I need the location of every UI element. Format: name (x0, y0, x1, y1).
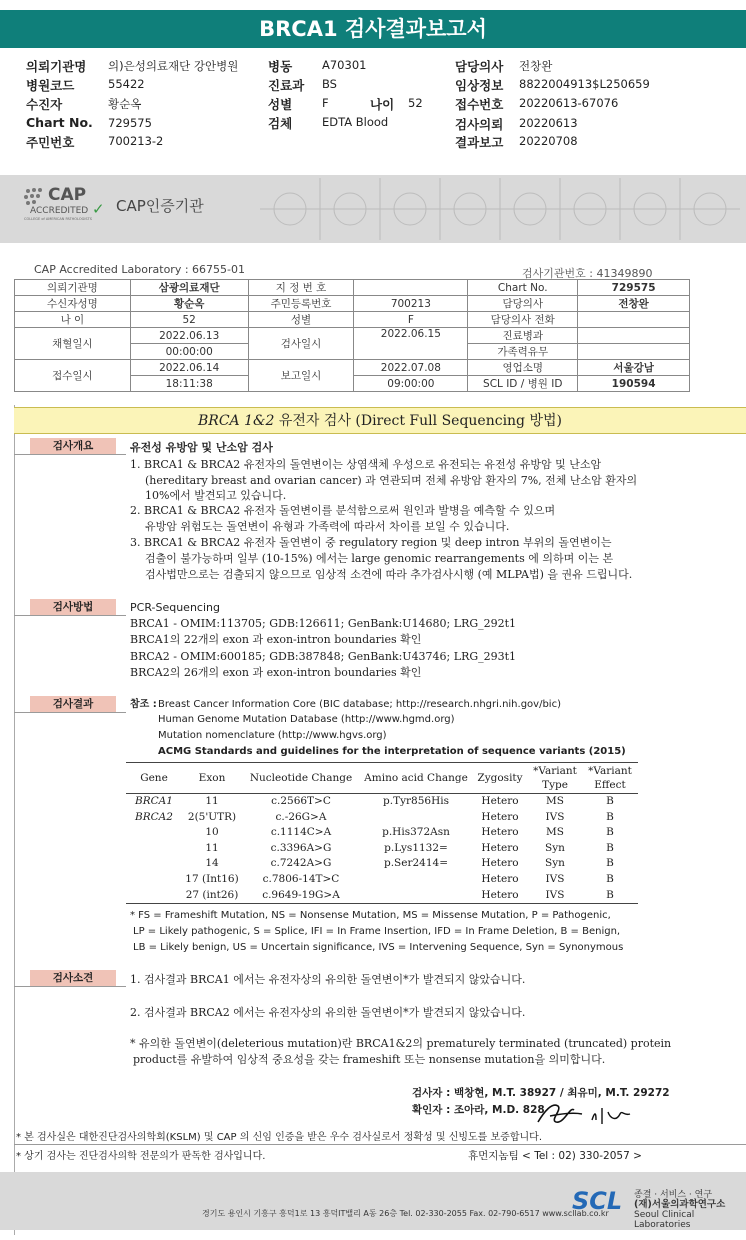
cell-key: 성별 (248, 312, 354, 328)
column-header: Exon (182, 763, 242, 794)
cap-lab-number: CAP Accredited Laboratory : 66755-01 (34, 263, 245, 276)
variant-cell: 2(5'UTR) (187, 810, 237, 823)
method-line: PCR-Sequencing (130, 601, 220, 614)
cell-key: 진료병과 (468, 328, 578, 344)
variant-cell (360, 872, 472, 888)
variant-cell: c.-26G>A (275, 810, 327, 823)
variant-row (126, 888, 638, 904)
variant-cell: B (606, 857, 614, 870)
cell-value: 2022.06.13 (130, 328, 248, 344)
variant-cell (126, 856, 182, 872)
label-request-date: 검사의뢰 (455, 117, 504, 132)
cell-value: 18:11:38 (130, 376, 248, 392)
abbreviation-note: * FS = Frameshift Mutation, NS = Nonsense Mutation, MS = Missense Mutation, P = Pathogenic, (130, 910, 611, 921)
institution-number: 검사기관번호 : 41349890 (522, 267, 653, 280)
variant-cell: B (606, 795, 614, 807)
value-hospital-code: 55422 (108, 77, 145, 91)
decorative-pattern (260, 178, 740, 240)
variant-cell: 27 (int26) (182, 888, 242, 904)
variant-row (126, 825, 638, 841)
variant-row (126, 856, 638, 872)
cell-key: 의뢰기관명 (15, 280, 131, 296)
variant-cell: c.9649-19G>A (242, 888, 360, 904)
variant-cell: MS (546, 795, 564, 807)
variant-cell (126, 841, 182, 857)
opinion-line: * 유의한 돌연변이(deleterious mutation)란 BRCA1&2의 prematurely terminated (truncated) protein (130, 1037, 672, 1050)
scl-korean-name: (재)서울의과학연구소 (634, 1199, 726, 1210)
patient-info-table (14, 279, 690, 392)
variant-cell: p.Tyr856His (383, 795, 449, 807)
label-doctor: 담당의사 (455, 59, 504, 74)
value-sex: F (322, 96, 329, 110)
cell-key: 담당의사 (468, 296, 578, 312)
variant-row (126, 794, 638, 810)
variant-cell (126, 872, 182, 888)
section-tag-result: 검사결과 (30, 696, 116, 712)
variant-cell: c.2566T>C (271, 795, 331, 807)
cell-value (354, 280, 468, 296)
label-patient: 수진자 (26, 97, 63, 112)
section-tag-opinion: 검사소견 (30, 970, 116, 986)
cell-value (578, 328, 690, 344)
reference-line: Breast Cancer Information Core (BIC database; http://research.nhgri.nih.gov/bic) (158, 699, 561, 710)
cell-value: 700213 (354, 296, 468, 312)
cell-key: 수신자성명 (15, 296, 131, 312)
label-department: 진료과 (268, 78, 305, 93)
report-title: BRCA1 검사결과보고서 (0, 10, 746, 48)
variant-cell (126, 825, 182, 841)
certification-note: * 본 검사실은 대한진단검사의학회(KSLM) 및 CAP 의 신임 인증을 받은 우수 검사실로서 정확성 및 신빙도를 보증합니다. (16, 1132, 542, 1143)
cell-key: 영업소명 (468, 360, 578, 376)
overview-line: 2. BRCA1 & BRCA2 유전자 돌연변이를 분석함으로써 원인과 발병을 예측할 수 있으며 (130, 504, 556, 517)
cell-key: 주민등록번호 (248, 296, 354, 312)
value-patient: 황순옥 (108, 97, 142, 111)
variant-cell: Hetero (481, 857, 519, 870)
cell-key: Chart No. (468, 280, 578, 296)
cell-value: 00:00:00 (130, 344, 248, 360)
variant-cell (126, 888, 182, 904)
cell-value: 전창완 (578, 296, 690, 312)
section-rule (14, 454, 126, 455)
overview-line: 3. BRCA1 & BRCA2 유전자 돌연변이 중 regulatory region 및 deep intron 부위의 돌연변이는 (130, 536, 612, 549)
variant-cell: 11 (205, 795, 219, 807)
value-receipt-number: 20220613-67076 (519, 96, 619, 110)
opinion-line: product를 유발하여 임상적 중요성을 갖는 frameshift 또는 nonsense mutation을 의미합니다. (133, 1053, 606, 1066)
cell-key: 검사일시 (248, 328, 354, 360)
variant-cell: c.7242A>G (270, 857, 332, 870)
method-line: BRCA2의 26개의 exon 과 exon-intron boundaries 확인 (130, 666, 422, 679)
value-clinical-info: 8822004913$L250659 (519, 77, 650, 91)
cell-value (578, 312, 690, 328)
scl-logo: SCL (572, 1187, 623, 1215)
footer-address: 경기도 용인시 기흥구 흥덕1로 13 흥덕IT밸리 A동 26층 Tel. 02-330-2055 Fax. 02-790-6517 www.scllab.co.kr (202, 1209, 609, 1218)
label-chart-no: Chart No. (26, 115, 93, 130)
label-receipt-number: 접수번호 (455, 97, 504, 112)
variant-row (126, 841, 638, 857)
abbreviation-note: LB = Likely benign, US = Uncertain significance, IVS = Intervening Sequence, Syn = Synonymous (133, 942, 624, 953)
variant-cell: c.7806-14T>C (262, 872, 340, 885)
value-department: BS (322, 77, 337, 91)
opinion-line: 1. 검사결과 BRCA1 에서는 유전자상의 유의한 돌연변이*가 발견되지 않았습니다. (130, 973, 526, 986)
contact-line: 휴먼지놈팀 < Tel : 02) 330-2057 > (468, 1150, 642, 1162)
value-age: 52 (408, 96, 423, 110)
overview-line: 10%에서 발견되고 있습니다. (145, 489, 287, 502)
cell-value: 729575 (578, 280, 690, 296)
cell-value: 2022.07.08 (354, 360, 468, 376)
variant-cell: p.Lys1132= (384, 841, 448, 854)
variant-cell: IVS (528, 888, 582, 904)
cell-key: 나 이 (15, 312, 131, 328)
column-header: Amino acid Change (360, 763, 472, 794)
variant-cell: IVS (545, 810, 565, 823)
section-tag-method: 검사방법 (30, 599, 116, 615)
opinion-line: 2. 검사결과 BRCA2 에서는 유전자상의 유의한 돌연변이*가 발견되지 않았습니다. (130, 1006, 526, 1019)
value-report-date: 20220708 (519, 134, 578, 148)
value-request-date: 20220613 (519, 116, 578, 130)
variant-cell: B (606, 826, 614, 839)
cell-value: 황순옥 (130, 296, 248, 312)
section-rule (14, 986, 126, 987)
cell-value: 190594 (578, 376, 690, 392)
overview-line: (hereditary breast and ovarian cancer) 과 연관되며 전체 유방암 환자의 7%, 전체 난소암 환자의 (145, 474, 638, 487)
variant-cell: B (582, 888, 638, 904)
column-header: Nucleotide Change (242, 763, 360, 794)
column-header: Gene (126, 763, 182, 794)
cell-key: SCL ID / 병원 ID (468, 376, 578, 392)
overview-line: 1. BRCA1 & BRCA2 유전자의 돌연변이는 상염색체 우성으로 유전되는 유전성 유방암 및 난소암 (130, 458, 602, 471)
variant-cell: Hetero (481, 826, 519, 839)
cap-logo-sub: ACCREDITED (30, 206, 89, 216)
scl-name-block (634, 1190, 746, 1230)
label-resident-no: 주민번호 (26, 135, 75, 150)
reference-line: Human Genome Mutation Database (http://www.hgmd.org) (158, 714, 455, 725)
variant-cell: BRCA2 (135, 810, 173, 823)
cap-certified-label: CAP인증기관 (116, 197, 204, 215)
variant-cell: Hetero (472, 888, 528, 904)
variant-cell: 14 (205, 857, 219, 870)
variant-cell: Hetero (481, 872, 519, 885)
label-sex: 성별 (268, 97, 293, 112)
variant-row (126, 872, 638, 888)
label-ward: 병동 (268, 59, 293, 74)
variant-cell: p.His372Asn (382, 826, 450, 839)
value-chart-no: 729575 (108, 116, 152, 130)
label-age: 나이 (370, 97, 395, 112)
cell-value: 2022.06.15 (354, 328, 468, 360)
reference-line: Mutation nomenclature (http://www.hgvs.org) (158, 730, 387, 741)
column-header: *Variant Type (528, 763, 582, 794)
scl-tagline: 종결 · 서비스 · 연구 (634, 1190, 713, 1200)
variant-row (126, 810, 638, 826)
test-title (14, 407, 746, 434)
method-line: BRCA2 - OMIM:600185; GDB:387848; GenBank:U43746; LRG_293t1 (130, 650, 517, 663)
footer-rule (14, 1144, 746, 1145)
value-ward: A70301 (322, 58, 367, 72)
section-rule (14, 712, 126, 713)
variant-cell: c.3396A>G (270, 841, 332, 854)
overview-heading: 유전성 유방암 및 난소암 검사 (130, 441, 273, 454)
label-report-date: 결과보고 (455, 135, 504, 150)
cell-key: 지 정 번 호 (248, 280, 354, 296)
cell-key: 채혈일시 (15, 328, 131, 360)
cell-value: 서울강남 (578, 360, 690, 376)
cell-key: 가족력유무 (468, 344, 578, 360)
overview-line: 검출이 불가능하며 일부 (10-15%) 에서는 large genomic rearrangements 에 의하며 이는 본 (145, 552, 614, 565)
variant-cell: Hetero (481, 795, 519, 807)
variant-table (126, 762, 638, 904)
cap-logo-tiny: COLLEGE of AMERICAN PATHOLOGISTS (24, 217, 92, 221)
variant-cell (360, 810, 472, 826)
cell-key: 담당의사 전화 (468, 312, 578, 328)
cell-value (578, 344, 690, 360)
test-title-rest: 유전자 검사 (Direct Full Sequencing 방법) (274, 413, 562, 429)
value-specimen: EDTA Blood (322, 115, 389, 129)
cell-key: 보고일시 (248, 360, 354, 392)
abbreviation-note: LP = Likely pathogenic, S = Splice, IFI = In Frame Insertion, IFD = In Frame Deletion, B = Benign, (133, 926, 621, 937)
cap-logo (22, 185, 112, 223)
variant-cell: 11 (205, 841, 219, 854)
label-specimen: 검체 (268, 116, 293, 131)
variant-cell: Hetero (481, 841, 519, 854)
label-hospital-code: 병원코드 (26, 78, 75, 93)
cell-key: 접수일시 (15, 360, 131, 392)
overview-line: 검사법만으로는 검출되지 않으므로 임상적 소견에 따라 추가검사시행 (예 MLPA법) 을 권유 드립니다. (145, 568, 633, 581)
examiner-line: 검사자 : 백창현, M.T. 38927 / 최유미, M.T. 29272 (412, 1087, 670, 1099)
reading-note: * 상기 검사는 진단검사의학 전문의가 판독한 검사입니다. (16, 1151, 266, 1162)
variant-cell (360, 888, 472, 904)
cell-value: F (354, 312, 468, 328)
variant-cell: c.1114C>A (270, 826, 332, 839)
overview-line: 유방암 위험도는 돌연변이 유형과 가족력에 따라서 차이를 보일 수 있습니다. (145, 520, 510, 533)
check-icon: ✓ (92, 200, 105, 218)
cell-value: 2022.06.14 (130, 360, 248, 376)
section-rule (14, 615, 126, 616)
cap-logo-text: CAP (48, 185, 87, 205)
reference-label: 참조 : (130, 699, 157, 710)
variant-cell: Syn (545, 841, 565, 854)
variant-cell: IVS (545, 872, 565, 885)
variant-cell: Syn (545, 857, 565, 870)
variant-cell: 10 (205, 826, 219, 839)
variant-cell: B (606, 841, 614, 854)
column-header: *Variant Effect (582, 763, 638, 794)
variant-cell: 17 (Int16) (185, 872, 239, 885)
label-requesting-institution: 의뢰기관명 (26, 59, 87, 74)
label-clinical-info: 임상정보 (455, 78, 504, 93)
value-resident-no: 700213-2 (108, 134, 164, 148)
variant-cell: Hetero (481, 810, 519, 823)
method-line: BRCA1 - OMIM:113705; GDB:126611; GenBank:U14680; LRG_292t1 (130, 617, 517, 630)
confirmer-line: 확인자 : 조아라, M.D. 828 (412, 1104, 545, 1116)
signature-image (530, 1092, 640, 1132)
value-requesting-institution: 의)은성의료재단 강안병원 (108, 59, 239, 73)
section-tag-overview: 검사개요 (30, 438, 116, 454)
test-title-genes: BRCA 1&2 (198, 413, 275, 429)
value-doctor: 전창완 (519, 59, 553, 73)
method-line: BRCA1의 22개의 exon 과 exon-intron boundaries 확인 (130, 633, 422, 646)
cell-value: 52 (130, 312, 248, 328)
scl-english-name: Seoul Clinical Laboratories (634, 1210, 695, 1230)
variant-cell: B (606, 810, 614, 823)
variant-cell: B (606, 872, 614, 885)
cell-value: 삼광의료재단 (130, 280, 248, 296)
reference-line: ACMG Standards and guidelines for the interpretation of sequence variants (2015) (158, 746, 626, 757)
variant-cell: MS (546, 826, 564, 839)
variant-cell: BRCA1 (135, 795, 173, 807)
cell-value: 09:00:00 (354, 376, 468, 392)
column-header: Zygosity (472, 763, 528, 794)
header-info (0, 0, 746, 160)
variant-cell: p.Ser2414= (383, 857, 448, 870)
